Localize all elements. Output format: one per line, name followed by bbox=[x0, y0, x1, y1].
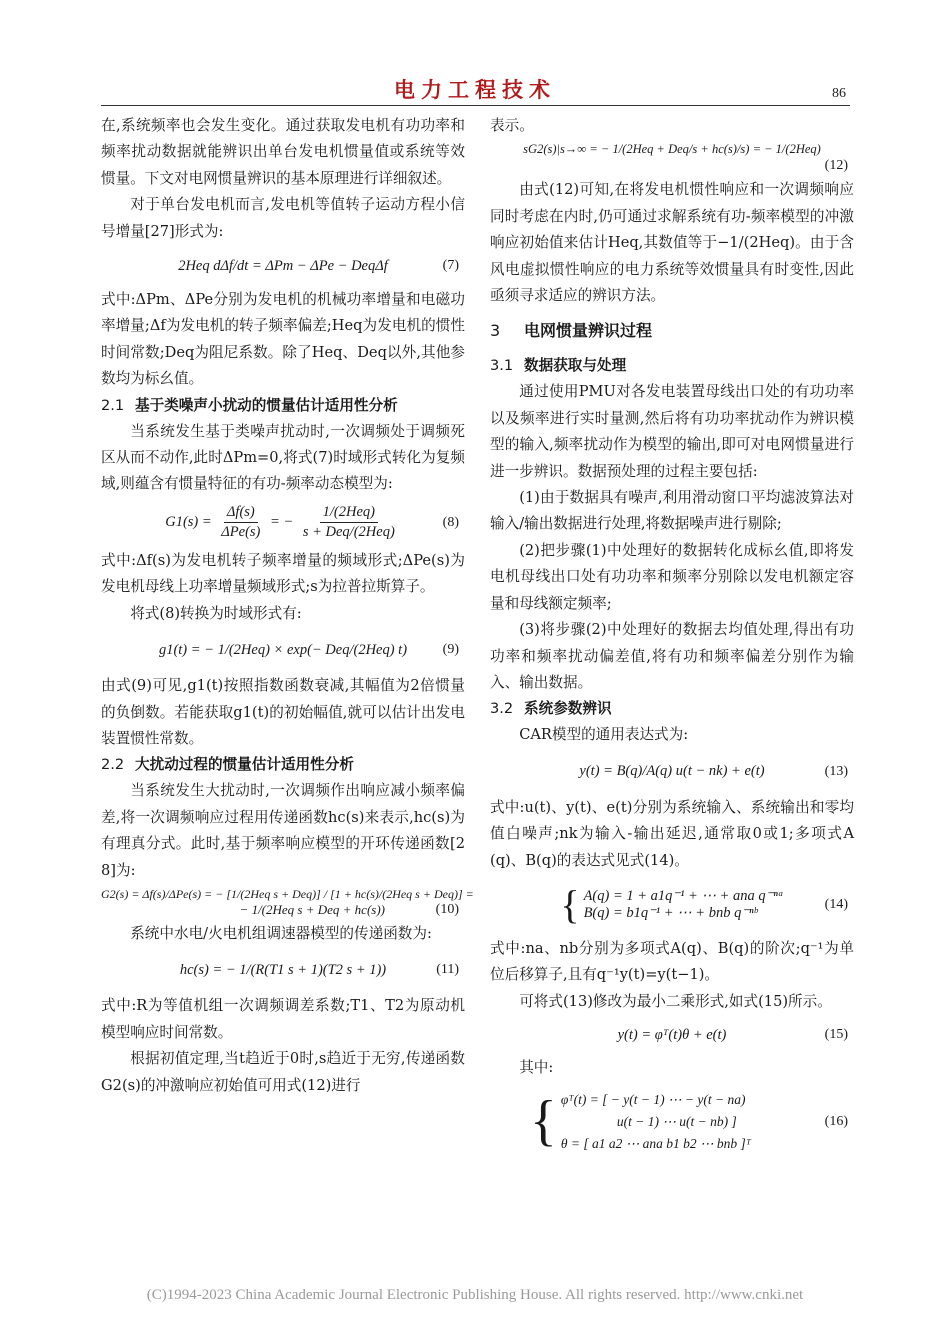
equation-number-row bbox=[490, 157, 848, 174]
copyright-footer: (C)1994-2023 China Academic Journal Electronic Publishing House. All rights reserved. http://www.cnki.net bbox=[146, 1287, 804, 1303]
section-heading-3-2 bbox=[490, 696, 854, 722]
paragraph: CAR模型的通用表达式为: bbox=[519, 726, 689, 744]
equation-body: y(t) = B(q)/A(q) u(t − nk) + e(t) bbox=[579, 763, 765, 780]
section-title: 电网惯量辨识过程 bbox=[524, 321, 653, 341]
section-number: 3.1 bbox=[490, 357, 514, 375]
fraction bbox=[300, 504, 398, 541]
equation-line: u(t − 1) ⋯ u(t − nb) ] bbox=[616, 1113, 737, 1129]
equation-line: − 1/(2Heq s + Deq + hc(s)) bbox=[239, 901, 385, 917]
section-title: 基于类噪声小扰动的惯量估计适用性分析 bbox=[135, 396, 398, 414]
equation-line: B(q) = b1q⁻¹ + ⋯ + bnb q⁻ⁿᵇ bbox=[583, 904, 758, 921]
section-title: 数据获取与处理 bbox=[524, 357, 627, 375]
numerator: Δf(s) bbox=[224, 504, 258, 523]
paragraph: 式中:Δf(s)为发电机转子频率增量的频域形式;ΔPe(s)为发电机母线上功率增量频域形式;s为拉普拉斯算子。 bbox=[101, 551, 465, 596]
equation-number: (16) bbox=[824, 1113, 848, 1129]
journal-title: 电力工程技术 bbox=[394, 78, 556, 102]
paragraph: 式中:u(t)、y(t)、e(t)分别为系统输入、系统输出和零均值白噪声;nk为输入-输出延迟,通常取0或1;多项式A(q)、B(q)的表达式见式(14)。 bbox=[490, 798, 854, 869]
paragraph: 式中:ΔPm、ΔPe分别为发电机的机械功率增量和电磁功率增量;Δf为发电机的转子频率偏差;Heq为发电机的惯性时间常数;Deq为阻尼系数。除了Heq、Deq以外,其他参数均为标幺值。 bbox=[101, 291, 465, 388]
equation-number: (13) bbox=[824, 763, 848, 779]
equation-operator: = − bbox=[270, 514, 294, 531]
section-title: 系统参数辨识 bbox=[524, 700, 612, 718]
equation-body: g1(t) = − 1/(2Heq) × exp(− Deq/(2Heq) t) bbox=[158, 641, 408, 658]
section-heading-3-1 bbox=[490, 353, 854, 379]
equation-10 bbox=[101, 886, 474, 918]
paragraph: (2)把步骤(1)中处理好的数据转化成标幺值,即将发电机母线出口处有功功率和频率分别除以发电机额定容量和母线额定频率; bbox=[490, 541, 854, 612]
paragraph: 表示。 bbox=[490, 117, 534, 134]
denominator: s + Deq/(2Heq) bbox=[302, 524, 395, 541]
paragraph: 系统中水电/火电机组调速器模型的传递函数为: bbox=[130, 924, 432, 942]
equation-body: y(t) = φᵀ(t)θ + e(t) bbox=[617, 1026, 727, 1043]
equation-line: θ = [ a1 a2 ⋯ ana b1 b2 ⋯ bnb ]ᵀ bbox=[560, 1135, 751, 1151]
equation-number: (14) bbox=[824, 896, 848, 912]
paragraph: 通过使用PMU对各发电装置母线出口处的有功功率以及频率进行实时量测,然后将有功功率扰动作为辨识模型的输入,频率扰动作为模型的输出,即可对电网惯量进行进一步辨识。数据预处理的过程主要包括: bbox=[490, 383, 854, 480]
equation-11 bbox=[101, 950, 465, 990]
equation-13 bbox=[490, 752, 854, 792]
paragraph: 式中:na、nb分别为多项式A(q)、B(q)的阶次;q⁻¹为单位后移算子,且有q⁻¹y(t)=y(t−1)。 bbox=[490, 939, 854, 984]
paragraph: 由式(9)可见,g1(t)按照指数函数衰减,其幅值为2倍惯量的负倒数。若能获取g1(t)的初始幅值,就可以估计出发电装置惯性常数。 bbox=[101, 677, 465, 747]
paragraph: 可将式(13)修改为最小二乘形式,如式(15)所示。 bbox=[519, 992, 832, 1010]
equation-number: (11) bbox=[436, 962, 459, 978]
equation-9 bbox=[101, 630, 465, 670]
page-number: 86 bbox=[832, 86, 846, 101]
paragraph: 由式(12)可知,在将发电机惯性响应和一次调频响应同时考虑在内时,仍可通过求解系统有功-频率模型的冲激响应初始值来估计Heq,其数值等于−1/(2Heq)。由于含风电虚拟惯性响应的电力系统等效惯量具有时变性,因此亟须寻求适应的辨识方法。 bbox=[490, 181, 854, 305]
section-heading-3 bbox=[490, 313, 854, 349]
equation-body bbox=[165, 504, 401, 541]
paragraph: 根据初值定理,当t趋近于0时,s趋近于无穷,传递函数G2(s)的冲激响应初始值可用式(12)进行 bbox=[101, 1050, 465, 1094]
paragraph: 当系统发生大扰动时,一次调频作出响应减小频率偏差,将一次调频响应过程用传递函数hc(s)来表示,hc(s)为有理真分式。此时,基于频率响应模型的开环传递函数[28]为: bbox=[101, 782, 465, 879]
paragraph: 当系统发生基于类噪声扰动时,一次调频处于调频死区从而不动作,此时ΔPm=0,将式(7)时域形式转化为复频域,则蕴含有惯量特征的有功-频率动态模型为: bbox=[101, 422, 465, 493]
equation-14 bbox=[490, 877, 854, 933]
equation-7 bbox=[101, 248, 465, 284]
equation-number: (15) bbox=[824, 1027, 848, 1043]
equation-12 bbox=[490, 142, 854, 174]
section-number: 2.2 bbox=[101, 756, 125, 774]
paragraph: 对于单台发电机而言,发电机等值转子运动方程小信号增量[27]形式为: bbox=[101, 196, 465, 240]
equation-number: (10) bbox=[435, 901, 459, 917]
equation-body bbox=[560, 881, 784, 927]
section-heading-2-2 bbox=[101, 752, 465, 778]
left-column bbox=[101, 113, 474, 1099]
paragraph: (1)由于数据具有噪声,利用滑动窗口平均滤波算法对输入/输出数据进行处理,将数据噪声进行剔除; bbox=[490, 489, 854, 533]
equation-15 bbox=[490, 1018, 854, 1052]
paragraph: (3)将步骤(2)中处理好的数据去均值处理,得出有功功率和频率扰动偏差值,将有功和频率偏差分别作为输入、输出数据。 bbox=[490, 621, 854, 691]
right-column bbox=[490, 113, 854, 1162]
equation-lhs: G1(s) = bbox=[165, 514, 212, 531]
paragraph: 将式(8)转换为时域形式有: bbox=[130, 604, 302, 622]
section-heading-2-1 bbox=[101, 393, 465, 419]
denominator: ΔPe(s) bbox=[221, 524, 261, 541]
equation-body: hc(s) = − 1/(R(T1 s + 1)(T2 s + 1)) bbox=[179, 961, 387, 978]
fraction bbox=[218, 504, 263, 541]
equation-body: sG2(s)|s→∞ = − 1/(2Heq + Deq/s + hc(s)/s) = − 1/(2Heq) bbox=[523, 142, 821, 157]
equation-line: A(q) = 1 + a1q⁻¹ + ⋯ + ana q⁻ⁿᵃ bbox=[583, 887, 784, 904]
left-brace-icon: { bbox=[530, 1089, 557, 1152]
equation-number: (9) bbox=[442, 642, 459, 658]
numerator: 1/(2Heq) bbox=[320, 504, 378, 523]
equation-number: (12) bbox=[824, 158, 848, 174]
equation-cases bbox=[584, 885, 784, 925]
section-number: 2.1 bbox=[101, 396, 125, 414]
equation-number: (7) bbox=[442, 258, 459, 274]
equation-cases bbox=[561, 1089, 751, 1155]
equation-line: φᵀ(t) = [ − y(t − 1) ⋯ − y(t − na) bbox=[560, 1091, 746, 1107]
paragraph: 其中: bbox=[519, 1059, 554, 1077]
equation-16 bbox=[490, 1085, 854, 1159]
equation-number: (8) bbox=[442, 514, 459, 530]
paragraph: 在,系统频率也会发生变化。通过获取发电机有功功率和频率扰动数据就能辨识出单台发电机惯量值或系统等效惯量。下文对电网惯量辨识的基本原理进行详细叙述。 bbox=[101, 117, 465, 187]
left-brace-icon: { bbox=[560, 881, 580, 927]
paragraph: 式中:R为等值机组一次调频调差系数;T1、T2为原动机模型响应时间常数。 bbox=[101, 997, 465, 1041]
equation-line: G2(s) = Δf(s)/ΔPe(s) = − [1/(2Heq s + Deq)] / [1 + hc(s)/(2Heq s + Deq)] = bbox=[101, 886, 474, 901]
equation-8 bbox=[101, 501, 465, 545]
section-title: 大扰动过程的惯量估计适用性分析 bbox=[135, 756, 354, 774]
header-rule bbox=[101, 105, 850, 106]
section-number: 3.2 bbox=[490, 700, 514, 718]
section-number: 3 bbox=[490, 321, 501, 341]
equation-body bbox=[530, 1089, 751, 1155]
equation-body: 2Heq dΔf/dt = ΔPm − ΔPe − DeqΔf bbox=[178, 257, 388, 274]
